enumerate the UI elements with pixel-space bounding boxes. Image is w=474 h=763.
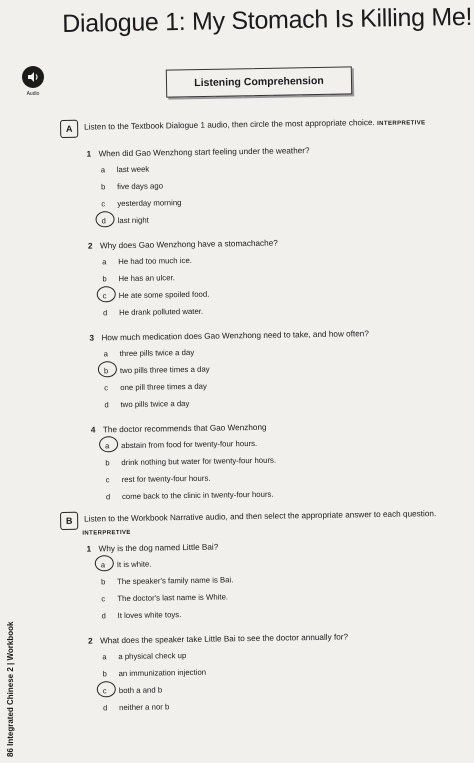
section-letter: A [60, 120, 78, 138]
question-1 [86, 144, 456, 230]
question-3 [89, 328, 459, 414]
answer-options [87, 551, 457, 625]
question-prompt: How much medication does Gao Wenzhong need to take, and how often? [101, 329, 369, 343]
page-footer-text: 86 Integrated Chinese 2 | Workbook [6, 621, 15, 757]
option-letter: b [102, 669, 107, 679]
question-number: 1 [86, 149, 92, 159]
option-text: neither a nor b [119, 702, 170, 713]
option-text: two pills twice a day [120, 399, 190, 410]
question-1 [87, 539, 457, 625]
listening-comprehension-box: Listening Comprehension [166, 66, 352, 97]
question-prompt: Why does Gao Wenzhong have a stomachache? [99, 238, 278, 251]
option-letter: c [104, 383, 109, 393]
option-letter: b [101, 577, 106, 587]
option-letter: d [105, 492, 111, 502]
question-number: 2 [87, 241, 93, 251]
option-letter: c [101, 199, 106, 209]
option-letter: b [102, 274, 107, 284]
option-letter: d [104, 400, 109, 410]
option-text: rest for twenty-four hours. [121, 473, 211, 485]
option-text: last week [116, 164, 150, 175]
answer-options [90, 340, 460, 414]
option-letter: a [102, 257, 107, 267]
option-text: come back to the clinic in twenty-four hours. [121, 489, 274, 502]
option-letter: a [103, 349, 108, 359]
option-letter: d [102, 308, 108, 318]
circled-option-letter: b [104, 366, 120, 375]
page-title: Dialogue 1: My Stomach Is Killing Me! [62, 2, 473, 38]
question-prompt: When did Gao Wenzhong start feeling under the weather? [98, 146, 310, 159]
question-number: 2 [87, 636, 93, 646]
option-text: an immunization injection [118, 667, 207, 679]
question-number: 3 [89, 333, 95, 343]
circled-option-letter: c [103, 686, 119, 695]
question-2 [88, 631, 458, 717]
option-text: five days ago [116, 181, 164, 192]
audio-control[interactable] [20, 66, 46, 97]
answer-options [91, 432, 461, 506]
option-text: He has an ulcer. [118, 273, 175, 284]
option-text: yesterday morning [117, 198, 182, 209]
question-prompt: Why is the dog named Little Bai? [98, 542, 219, 554]
question-4 [91, 420, 461, 506]
option-text: a physical check up [118, 651, 187, 662]
instruction-text: Listen to the Workbook Narrative audio, and then select the appropriate answer to each question. [84, 509, 437, 524]
option-letter: b [105, 458, 110, 468]
option-text: The doctor's last name is White. [117, 592, 229, 604]
option-text: one pill three times a day [120, 381, 207, 393]
circled-option-letter: a [105, 441, 121, 450]
option-letter: b [100, 182, 106, 192]
option-text: both a and b [118, 685, 163, 696]
circled-option-letter: d [102, 216, 118, 225]
option-text: He ate some spoiled food. [118, 289, 210, 301]
question-number: 1 [86, 544, 92, 554]
question-list [61, 539, 459, 717]
question-list [60, 144, 461, 506]
question-number: 4 [90, 425, 96, 435]
option-text: He had too much ice. [118, 255, 192, 267]
page-sidebar [6, 552, 20, 757]
option-text: The speaker's family name is Bai. [117, 575, 234, 587]
instruction-text: Listen to the Textbook Dialogue 1 audio, then circle the most appropriate choice. [84, 118, 375, 132]
section-b [60, 506, 458, 717]
option-letter: a [100, 165, 106, 175]
section-instruction [84, 114, 426, 134]
question-prompt: The doctor recommends that Gao Wenzhong [102, 422, 267, 435]
option-text: He drank polluted water. [118, 306, 204, 318]
option-text: drink nothing but water for twenty-four hours. [121, 455, 277, 468]
option-letter: c [101, 594, 106, 604]
question-prompt: What does the speaker take Little Bai to see the doctor annually for? [99, 632, 349, 646]
section-letter: B [60, 512, 78, 530]
section-header [60, 114, 455, 138]
option-letter: c [105, 475, 110, 485]
audio-label: Audio [26, 91, 40, 97]
option-letter: a [102, 652, 107, 662]
section-instruction [84, 506, 436, 525]
circled-option-letter: c [103, 291, 119, 300]
speaker-icon[interactable] [22, 66, 44, 88]
interpretive-tag: INTERPRETIVE [82, 529, 131, 537]
option-text: two pills three times a day [119, 364, 210, 376]
section-a [60, 114, 461, 506]
question-2 [88, 236, 458, 322]
interpretive-tag: INTERPRETIVE [377, 120, 426, 128]
answer-options [88, 248, 458, 322]
circled-option-letter: a [101, 560, 117, 569]
option-letter: d [103, 703, 108, 713]
answer-options [87, 156, 457, 230]
option-text: last night [117, 215, 149, 226]
option-text: It is white. [116, 559, 152, 570]
option-text: three pills twice a day [119, 347, 195, 359]
option-text: abstain from food for twenty-four hours. [121, 438, 258, 451]
option-letter: d [101, 611, 106, 621]
option-text: It loves white toys. [117, 610, 182, 621]
answer-options [88, 643, 458, 717]
